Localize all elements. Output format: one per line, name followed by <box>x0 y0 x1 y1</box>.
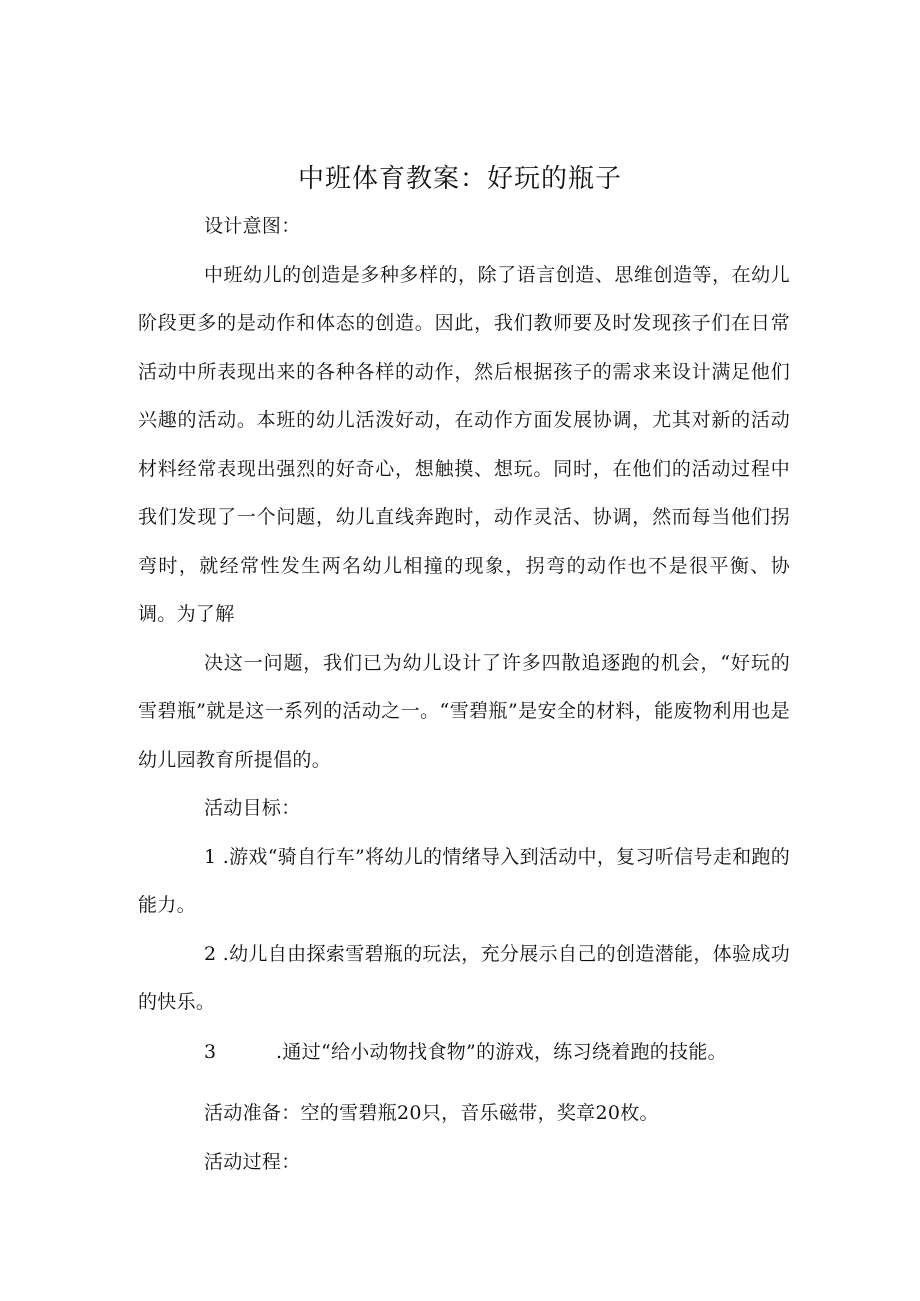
activity-preparation: 活动准备：空的雪碧瓶20只，音乐磁带，奖章20枚。 <box>204 1102 659 1124</box>
goals-heading: 活动目标： <box>204 797 301 819</box>
goal-item-2: 2 .幼儿自由探索雪碧瓶的玩法，充分展示自己的创造潜能，体验成功的快乐。 <box>138 942 790 1013</box>
page-title: 中班体育教案：好玩的瓶子 <box>297 164 622 195</box>
goal-item-3-number: 3 <box>204 1040 217 1063</box>
design-paragraph-2: 决这一问题，我们已为幼儿设计了许多四散追逐跑的机会，“好玩的雪碧瓶”就是这一系列的活动之一。“雪碧瓶”是安全的材料，能废物利用也是幼儿园教育所提倡的。 <box>138 651 790 771</box>
design-paragraph-1: 中班幼儿的创造是多种多样的，除了语言创造、思维创造等，在幼儿阶段更多的是动作和体态的创造。因此，我们教师要及时发现孩子们在日常活动中所表现出来的各种各样的动作，然后根据孩子的需求来设计满足他们兴趣的活动。本班的幼儿活泼好动，在动作方面发展协调，尤其对新的活动材料经常表现出强烈的好奇心，想触摸、想玩。同时，在他们的活动过程中我们发现了一个问题，幼儿直线奔跑时，动作灵活、协调，然而每当他们拐弯时，就经常性发生两名幼儿相撞的现象，拐弯的动作也不是很平衡、协调。为了解 <box>138 263 790 625</box>
goal-item-1: 1 .游戏“骑自行车”将幼儿的情绪导入到活动中，复习听信号走和跑的能力。 <box>138 845 790 916</box>
goal-item-3-text: .通过“给小动物找食物”的游戏，练习绕着跑的技能。 <box>276 1040 727 1063</box>
goal-item-3 <box>138 1028 790 1077</box>
process-heading: 活动过程： <box>204 1150 301 1173</box>
document-body <box>138 202 790 1186</box>
design-heading: 设计意图： <box>204 215 301 237</box>
